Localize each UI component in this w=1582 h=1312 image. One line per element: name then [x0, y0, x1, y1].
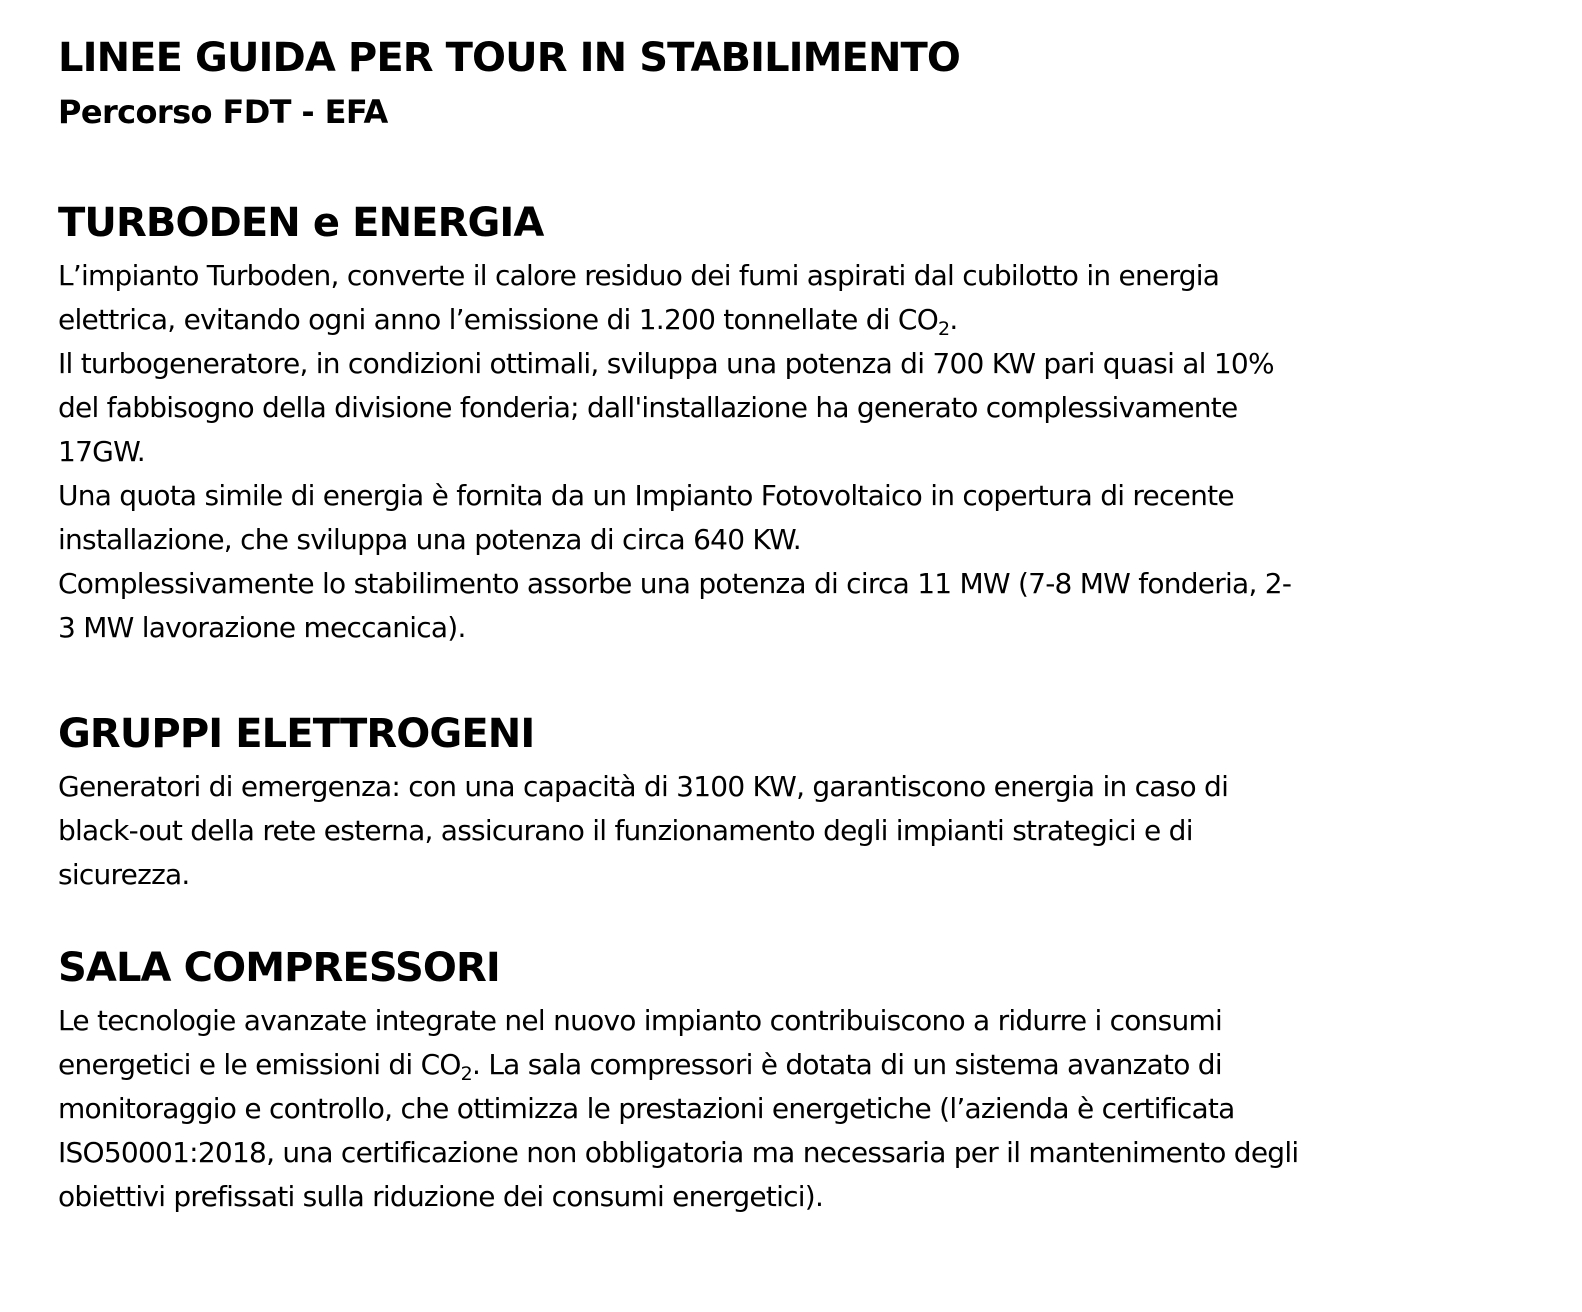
paragraph-line: black-out della rete esterna, assicurano il funzionamento degli impianti strategici e di	[58, 814, 1193, 847]
paragraph-line: Una quota simile di energia è fornita da un Impianto Fotovoltaico in copertura di recente	[58, 479, 1234, 512]
paragraph-line	[58, 1043, 1563, 1087]
page-title: LINEE GUIDA PER TOUR IN STABILIMENTO	[58, 35, 961, 81]
section-heading-sala-compressori: SALA COMPRESSORI	[58, 945, 500, 991]
section-heading-gruppi-elettrogeni: GRUPPI ELETTROGENI	[58, 711, 535, 757]
paragraph-line: Complessivamente lo stabilimento assorbe una potenza di circa 11 MW (7-8 MW fonderia, 2-	[58, 567, 1292, 600]
co2-subscript: 2	[937, 318, 950, 340]
paragraph-line: Il turbogeneratore, in condizioni ottimali, sviluppa una potenza di 700 KW pari quasi al 10%	[58, 347, 1274, 380]
paragraph-line: L’impianto Turboden, converte il calore residuo dei fumi aspirati dal cubilotto in energia	[58, 259, 1220, 292]
page-subtitle: Percorso FDT - EFA	[58, 93, 388, 131]
co2-subscript: 2	[460, 1063, 473, 1085]
paragraph-text: energetici e le emissioni di CO	[58, 1048, 461, 1081]
paragraph-line: installazione, che sviluppa una potenza di circa 640 KW.	[58, 523, 801, 556]
paragraph-line: Le tecnologie avanzate integrate nel nuovo impianto contribuiscono a ridurre i consumi	[58, 1004, 1223, 1037]
paragraph-line: 17GW.	[58, 435, 145, 468]
paragraph-line: monitoraggio e controllo, che ottimizza le prestazioni energetiche (l’azienda è certificata	[58, 1092, 1235, 1125]
paragraph-line: del fabbisogno della divisione fonderia; dall'installazione ha generato complessivamente	[58, 391, 1238, 424]
paragraph-text: elettrica, evitando ogni anno l’emissione di 1.200 tonnellate di CO	[58, 303, 938, 336]
paragraph-text: .	[949, 303, 958, 336]
paragraph-line: 3 MW lavorazione meccanica).	[58, 611, 466, 644]
paragraph-line: sicurezza.	[58, 858, 190, 891]
section-body-sala-compressori	[58, 999, 1563, 1219]
paragraph-line	[58, 298, 1563, 342]
section-body-gruppi-elettrogeni	[58, 765, 1563, 897]
section-heading-turboden: TURBODEN e ENERGIA	[58, 200, 544, 246]
paragraph-text: . La sala compressori è dotata di un sistema avanzato di	[472, 1048, 1222, 1081]
section-body-turboden	[58, 254, 1563, 650]
paragraph-line: ISO50001:2018, una certificazione non obbligatoria ma necessaria per il mantenimento degli	[58, 1136, 1299, 1169]
paragraph-line: Generatori di emergenza: con una capacità di 3100 KW, garantiscono energia in caso di	[58, 770, 1229, 803]
paragraph-line: obiettivi prefissati sulla riduzione dei consumi energetici).	[58, 1180, 824, 1213]
